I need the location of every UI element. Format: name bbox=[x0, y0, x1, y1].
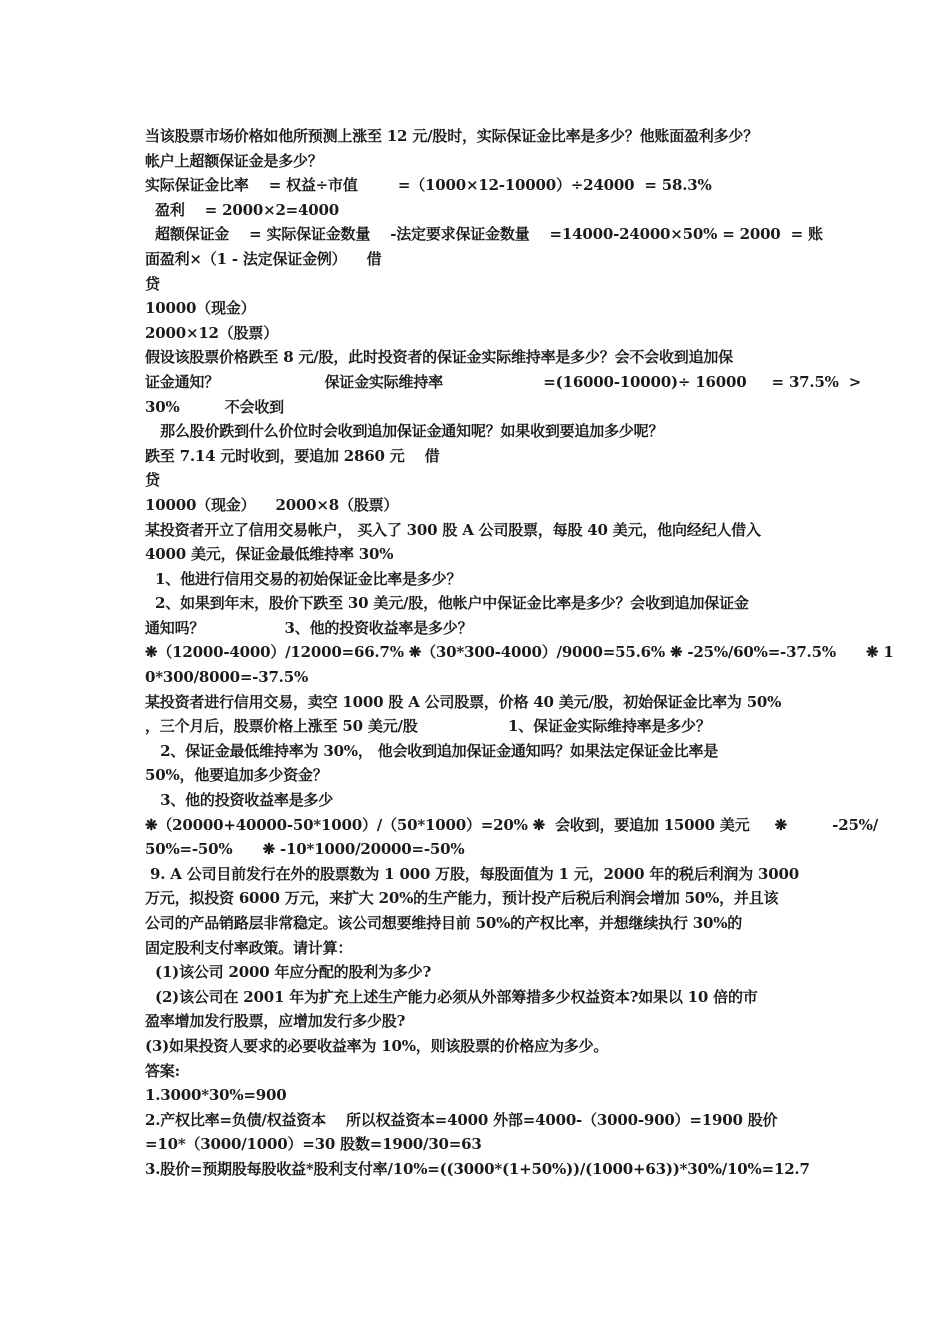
text-line: 实际保证金比率 = 权益÷市值 =（1000×12-10000）÷24000 = 58.3% bbox=[145, 176, 712, 195]
text-line: 公司的产品销路层非常稳定。该公司想要维持目前 50%的产权比率，并想继续执行 30%的 bbox=[145, 914, 743, 932]
text-line: 假设该股票价格跌至 8 元/股，此时投资者的保证金实际维持率是多少？会不会收到追加保 bbox=[145, 348, 733, 367]
text-line: 50%，他要追加多少资金？ bbox=[145, 766, 328, 785]
text-line: 某投资者进行信用交易，卖空 1000 股 A 公司股票，价格 40 美元/股，初始保证金比率为 50% bbox=[145, 692, 782, 711]
text-line: 贷 bbox=[145, 274, 160, 293]
text-line: 答案: bbox=[145, 1061, 180, 1080]
text-line: 10000（现金） bbox=[145, 299, 256, 318]
text-line: =10*（3000/1000）=30 股数=1900/30=63 bbox=[145, 1135, 482, 1154]
text-line: 盈利 = 2000×2=4000 bbox=[145, 200, 339, 219]
text-line: 3、他的投资收益率是多少 bbox=[145, 791, 334, 810]
text-line: 10000（现金） 2000×8（股票） bbox=[145, 495, 399, 514]
text-line: 30% 不会收到 bbox=[145, 397, 284, 416]
text-line: 某投资者开立了信用交易帐户， 买入了 300 股 A 公司股票，每股 40 美元，他向经纪人借入 bbox=[145, 520, 761, 539]
text-line: 50%=-50% ❋ -10*1000/20000=-50% bbox=[145, 840, 465, 859]
text-line: 2、保证金最低维持率为 30%， 他会收到追加保证金通知吗？如果法定保证金比率是 bbox=[145, 741, 719, 760]
text-line: (1)该公司 2000 年应分配的股利为多少? bbox=[145, 963, 432, 982]
text-line: 超额保证金 = 实际保证金数量 -法定要求保证金数量 =14000-24000×50% = 2000 = 账 bbox=[145, 225, 823, 244]
text-line: 1.3000*30%=900 bbox=[145, 1086, 287, 1105]
text-line: 面盈利×（1 - 法定保证金例） 借 bbox=[145, 249, 382, 268]
text-line: 贷 bbox=[145, 471, 160, 490]
text-line: (3)如果投资人要求的必要收益率为 10%，则该股票的价格应为多少。 bbox=[145, 1036, 609, 1055]
text-line: 2.产权比率=负债/权益资本 所以权益资本=4000 外部=4000-（3000-900）=1900 股价 bbox=[145, 1110, 778, 1129]
text-line: 4000 美元，保证金最低维持率 30% bbox=[145, 545, 394, 564]
text-line: 帐户上超额保证金是多少？ bbox=[145, 151, 323, 170]
text-line: 万元，拟投资 6000 万元，来扩大 20%的生产能力，预计投产后税后利润会增加 50%，并且该 bbox=[145, 889, 779, 908]
text-line: (2)该公司在 2001 年为扩充上述生产能力必须从外部筹措多少权益资本?如果以 10 倍的市 bbox=[145, 987, 758, 1006]
text-line: 当该股票市场价格如他所预测上涨至 12 元/股时，实际保证金比率是多少？他账面盈利多少？ bbox=[145, 127, 759, 145]
text-line: ❋（12000-4000）/12000=66.7% ❋（30*300-4000）/9000=55.6% ❋ -25%/60%=-37.5% ❋ 1 bbox=[145, 643, 894, 662]
text-line: 跌至 7.14 元时收到，要追加 2860 元 借 bbox=[145, 446, 440, 465]
text-line: 1、他进行信用交易的初始保证金比率是多少？ bbox=[145, 569, 462, 588]
text-line: 证金通知？ 保证金实际维持率 =(16000-10000)÷ 16000 = 37.5% > bbox=[145, 372, 862, 391]
text-line: ，三个月后，股票价格上涨至 50 美元/股 1、保证金实际维持率是多少？ bbox=[145, 717, 711, 736]
text-line: ❋（20000+40000-50*1000）/（50*1000）=20% ❋ 会收到，要追加 15000 美元 ❋ -25%/ bbox=[145, 815, 879, 834]
text-line: 3.股价=预期股每股收益*股利支付率/10%=((3000*(1+50%))/(1000+63))*30%/10%=12.7 bbox=[145, 1159, 810, 1178]
text-line: 固定股利支付率政策。请计算： bbox=[145, 938, 353, 957]
text-line: 盈率增加发行股票，应增加发行多少股? bbox=[145, 1012, 406, 1031]
text-line: 那么股价跌到什么价位时会收到追加保证金通知呢？如果收到要追加多少呢？ bbox=[145, 422, 664, 441]
text-line: 0*300/8000=-37.5% bbox=[145, 668, 308, 687]
document-body bbox=[145, 124, 894, 1182]
text-line: 通知吗？ 3、他的投资收益率是多少？ bbox=[145, 618, 473, 637]
text-line: 9. A 公司目前发行在外的股票数为 1 000 万股，每股面值为 1 元，2000 年的税后利润为 3000 bbox=[145, 864, 800, 883]
text-line: 2、如果到年末，股价下跌至 30 美元/股，他帐户中保证金比率是多少？会收到追加保证金 bbox=[145, 594, 749, 613]
text-line: 2000×12（股票） bbox=[145, 323, 278, 342]
